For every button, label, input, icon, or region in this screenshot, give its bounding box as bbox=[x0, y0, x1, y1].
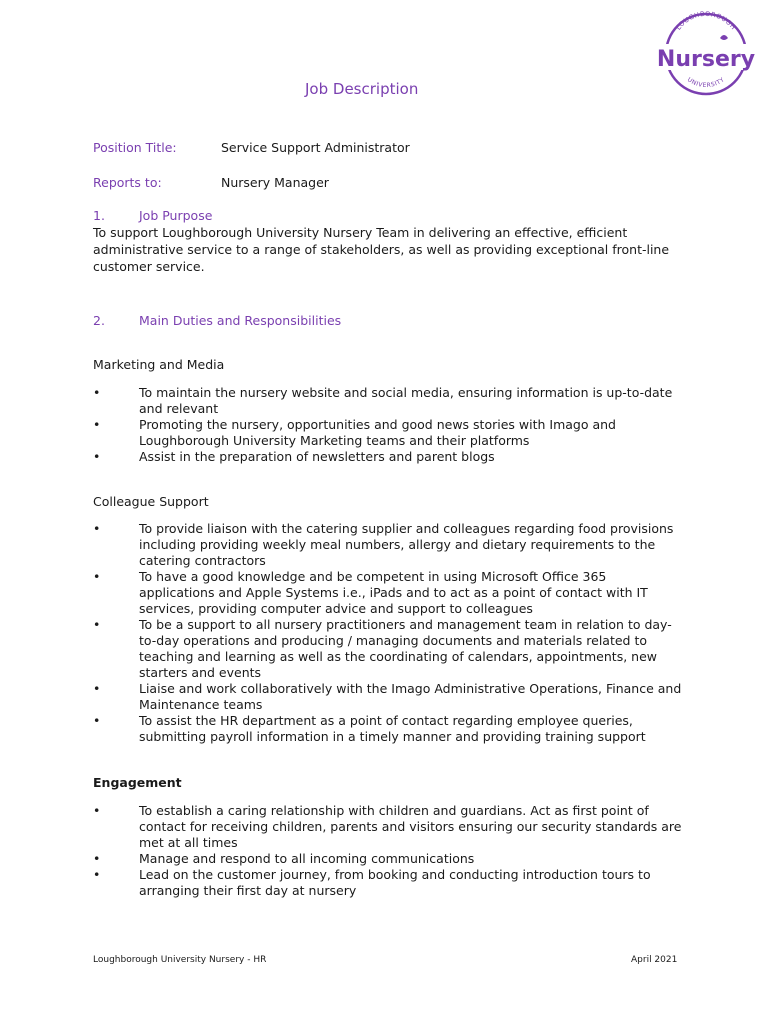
engagement-heading: Engagement bbox=[93, 775, 182, 790]
bullet-icon: • bbox=[93, 803, 101, 818]
bullet-icon: • bbox=[93, 681, 101, 696]
engagement-list bbox=[93, 803, 683, 899]
colleague-list bbox=[93, 521, 683, 745]
position-title-value: Service Support Administrator bbox=[221, 140, 410, 155]
list-item-text: To be a support to all nursery practitioners and management team in relation to day-to-day operations and producing / managing documents and materials related to teaching and learning as well as the coordinating of calendars, appointments, new starters and events bbox=[139, 617, 672, 680]
section-1-number: 1. bbox=[93, 208, 105, 223]
bullet-icon: • bbox=[93, 449, 101, 464]
position-title-label: Position Title: bbox=[93, 140, 177, 155]
logo-arc-top: LOUGHBOROUGH bbox=[674, 9, 738, 32]
reports-to-label: Reports to: bbox=[93, 175, 162, 190]
footer-right: April 2021 bbox=[631, 955, 678, 965]
list-item bbox=[93, 417, 683, 449]
bullet-icon: • bbox=[93, 385, 101, 400]
bullet-icon: • bbox=[93, 713, 101, 728]
svg-text:LOUGHBOROUGH bbox=[674, 10, 737, 32]
logo-arc-bottom: UNIVERSITY bbox=[685, 76, 727, 90]
list-item bbox=[93, 681, 683, 713]
bullet-icon: • bbox=[93, 521, 101, 536]
list-item-text: To assist the HR department as a point of contact regarding employee queries, submitting payroll information in a timely manner and providing training support bbox=[139, 713, 646, 744]
svg-text:UNIVERSITY bbox=[686, 76, 726, 89]
list-item bbox=[93, 867, 683, 899]
colleague-heading: Colleague Support bbox=[93, 494, 209, 509]
section-2-number: 2. bbox=[93, 313, 105, 328]
section-2-title: Main Duties and Responsibilities bbox=[139, 313, 342, 328]
list-item bbox=[93, 713, 683, 745]
marketing-list bbox=[93, 385, 683, 465]
job-purpose-text: To support Loughborough University Nursery Team in delivering an effective, efficient administrative service to a range of stakeholders, as well as providing exceptional front-line customer service. bbox=[93, 225, 670, 274]
list-item-text: To establish a caring relationship with children and guardians. Act as first point of contact for receiving children, parents and visitors ensuring our security standards are met at all times bbox=[139, 803, 682, 850]
list-item bbox=[93, 617, 683, 681]
reports-to-value: Nursery Manager bbox=[221, 175, 329, 190]
bullet-icon: • bbox=[93, 867, 101, 882]
bullet-icon: • bbox=[93, 617, 101, 632]
marketing-heading: Marketing and Media bbox=[93, 357, 225, 372]
bullet-icon: • bbox=[93, 417, 101, 432]
list-item bbox=[93, 521, 683, 569]
bullet-icon: • bbox=[93, 851, 101, 866]
page-title: Job Description bbox=[305, 80, 419, 98]
list-item bbox=[93, 569, 683, 617]
list-item-text: To maintain the nursery website and social media, ensuring information is up-to-date and relevant bbox=[139, 385, 673, 416]
list-item-text: Promoting the nursery, opportunities and good news stories with Imago and Loughborough University Marketing teams and their platforms bbox=[139, 417, 616, 448]
list-item bbox=[93, 449, 683, 465]
nursery-logo bbox=[650, 8, 762, 100]
section-1-title: Job Purpose bbox=[139, 208, 213, 223]
list-item bbox=[93, 385, 683, 417]
list-item-text: Lead on the customer journey, from booking and conducting introduction tours to arranging their first day at nursery bbox=[139, 867, 651, 898]
list-item-text: Assist in the preparation of newsletters and parent blogs bbox=[139, 449, 495, 464]
list-item bbox=[93, 851, 683, 867]
list-item bbox=[93, 803, 683, 851]
logo-word: Nursery bbox=[656, 47, 756, 72]
list-item-text: Manage and respond to all incoming communications bbox=[139, 851, 475, 866]
bullet-icon: • bbox=[93, 569, 101, 584]
list-item-text: To provide liaison with the catering supplier and colleagues regarding food provisions including providing weekly meal numbers, allergy and dietary requirements to the catering contractors bbox=[139, 521, 674, 568]
footer-left: Loughborough University Nursery - HR bbox=[93, 955, 267, 965]
list-item-text: Liaise and work collaboratively with the Imago Administrative Operations, Finance and Maintenance teams bbox=[139, 681, 682, 712]
list-item-text: To have a good knowledge and be competent in using Microsoft Office 365 applications and Apple Systems i.e., iPads and to act as a point of contact with IT services, providing computer advice and support to colleagues bbox=[139, 569, 648, 616]
